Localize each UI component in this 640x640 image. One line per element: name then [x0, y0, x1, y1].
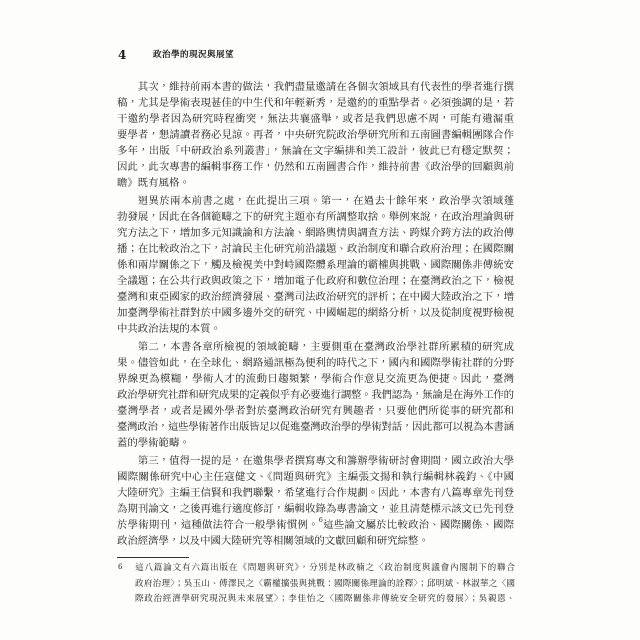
body-text-line: 播；在比較政治之下，討論民主化研究前沿議題、政治制度和聯合政府治理；在國際關: [117, 243, 515, 255]
body-text-line: 臺灣政治，這些學術著作出版皆足以促進臺灣政治學的學術對話，因此都可以視為本書涵: [117, 421, 514, 433]
page-number: 4: [118, 48, 127, 62]
body-text: [117, 79, 514, 551]
footnote-text-line: 際政治經濟學研究現況與未來展望〉；李佳怡之〈國際關係非傳統安全研究的發展〉；吳親恩、: [135, 594, 516, 604]
body-text-line: 瞻》既有風格。: [117, 177, 190, 189]
body-text-line: 果。儘管如此，在全球化、網路通訊極為便利的時代之下，國內和國際學術社群的分野: [117, 357, 515, 369]
body-text-line: 其次，維持前兩本書的做法，我們盡量邀請在各個次領域具有代表性的學者進行撰: [137, 81, 515, 93]
line-text: 於學術期刊，這種做法符合一般學術慣例。: [117, 519, 319, 531]
body-text-line: 勃發展，因此在各個範疇之下的研究主題亦有所調整取捨。舉例來說，在政治理論與研: [117, 211, 515, 223]
running-title: 政治學的現況與展望: [153, 50, 234, 60]
body-text-line: 政治經濟學，以及中國大陸研究等相關領域的文獻回顧和研究綜整。: [117, 535, 429, 547]
body-paragraph: [117, 193, 514, 337]
footnote: [117, 561, 515, 608]
body-paragraph: [117, 453, 514, 549]
body-text-line: 全議題；在公共行政與政策之下，增加電子化政府和數位治理；在臺灣政治之下，檢視: [117, 275, 515, 287]
body-text-line: 政治學研究社群和研究成果的定義似乎有必要進行調整。我們認為，無論是在海外工作的: [117, 389, 514, 401]
line-text: 這些論文屬於比較政治、國際關係、國際: [323, 519, 515, 531]
body-text-line: 大陸研究》主編王信賢和我們聯繫，希望進行合作規劃。因此，本書有八篇專章先刊登: [117, 487, 515, 499]
body-text-line: 究方法之下，增加多元知識論和方法論、網路輿情與調查方法、跨媒介跨方法的政治傳: [117, 227, 515, 239]
body-text-line: 稿，尤其是學術表現甚佳的中生代和年輕新秀，是邀約的重點學者。必須強調的是，若: [117, 97, 515, 109]
footnote-text-line: 政府治理〉；吳玉山、傅澤民之〈霸權擴張與挑戰：國際關係理論的詮釋〉；邱明斌、林淑華之〈國: [135, 578, 516, 589]
body-text-line: 加臺灣學術社群對於中國多邊外交的研究、中國崛起的網絡分析，以及從制度視野檢視: [117, 307, 515, 319]
footnote-text-line: 這八篇論文有六篇出版在《問題與研究》，分別是林政楠之〈政治制度與議會內閣制下的聯合: [135, 563, 516, 573]
body-text-line: 第三，值得一提的是，在邀集學者撰寫專文和籌辦學術研討會期間，國立政治大學: [137, 455, 515, 467]
body-text-line: 蓋的學術範疇。: [117, 437, 190, 449]
running-header: [117, 46, 337, 64]
footnote-text: [135, 561, 515, 608]
footnote-number: 6: [118, 563, 123, 571]
body-text-line: 臺灣和東亞國家的政治經濟發展、臺灣司法政治研究的評析；在中國大陸政治之下，增: [117, 291, 515, 303]
body-text-line: 干邀約學者因為研究時程衝突，無法共襄盛舉，或者是我們思慮不周，可能有遺漏重: [117, 113, 515, 125]
body-text-line: 因此，此次專書的編輯事務工作，仍然和五南圖書合作，維持前書《政治學的回顧與前: [117, 161, 515, 173]
body-text-line: 界線更為模糊，學術人才的流動日趨頻繁，學術合作意見交流更為便捷。因此，臺灣: [117, 373, 515, 385]
footnote-separator: [117, 557, 189, 558]
body-text-line: 中共政治法規的本質。: [117, 323, 221, 335]
body-text-line: 臺灣學者，或者是國外學者對於臺灣政治研究有興趣者，只要他們所從事的研究都和: [117, 405, 515, 417]
footnote-reference-marker: 6: [318, 516, 324, 524]
body-text-line: 迥異於兩本前書之處，在此提出三項。第一，在過去十餘年來，政治學次領域蓬: [137, 195, 515, 207]
body-text-line: 要學者，懇請讀者務必見諒。再者，中央研究院政治學研究所和五南圖書編輯團隊合作: [117, 129, 515, 141]
body-text-line: 多年，出版「中研政治系列叢書」，無論在文字編排和美工設計，彼此已有穩定默契；: [117, 145, 515, 157]
body-text-line: 國際關係研究中心主任寇健文、《問題與研究》主編張文揚和執行編輯林義鈞、《中國: [117, 471, 515, 483]
body-paragraph: [117, 339, 514, 451]
body-text-line: 係和兩岸關係之下，觸及檢視美中對峙國際體系理論的霸權與挑戰、國際關係非傳統安: [117, 259, 515, 271]
body-paragraph: [117, 79, 514, 191]
body-text-line: 為期刊論文，之後再進行適度修訂，編輯收錄為專書論文，並且清楚標示該文已先刊登: [117, 503, 515, 515]
body-text-line: [117, 517, 514, 533]
body-text-line: 第二，本書各章所檢視的領域範疇，主要側重在臺灣政治學社群所累積的研究成: [137, 341, 515, 353]
